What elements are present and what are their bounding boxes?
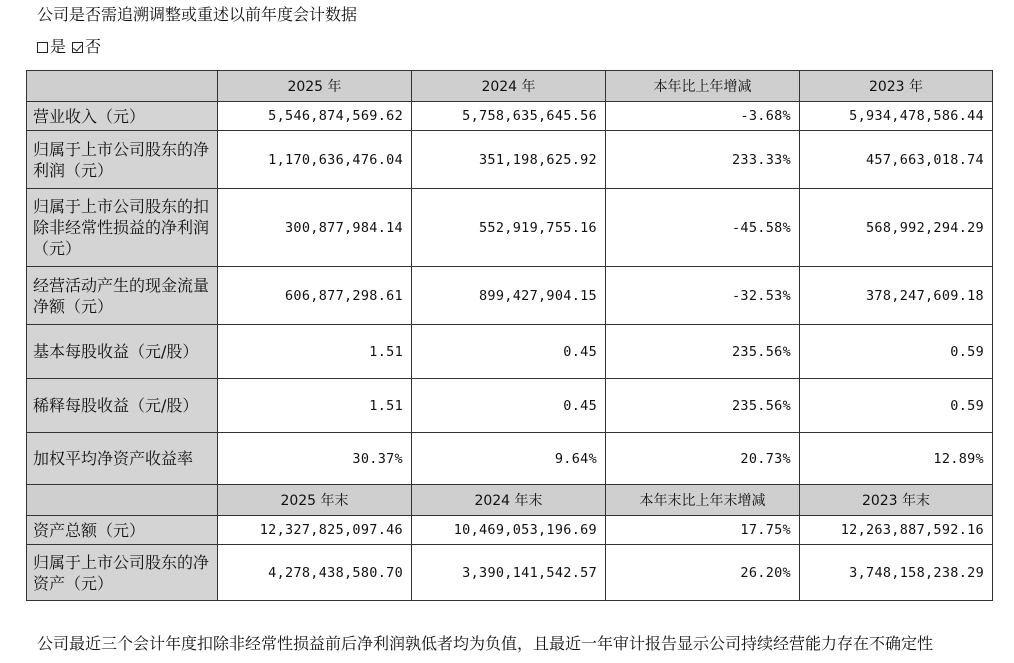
table-cell: -3.68% (606, 102, 800, 131)
row-label: 归属于上市公司股东的扣除非经常性损益的净利润（元） (27, 189, 218, 267)
table-row (27, 516, 993, 545)
table-cell: 300,877,984.14 (218, 189, 412, 267)
table-cell: 12,327,825,097.46 (218, 516, 412, 545)
table-cell: 3,390,141,542.57 (412, 545, 606, 601)
table-cell: 1,170,636,476.04 (218, 131, 412, 189)
table-cell: 5,934,478,586.44 (800, 102, 993, 131)
table-cell: 351,198,625.92 (412, 131, 606, 189)
option-yes-label: 是 (50, 37, 67, 56)
table-row (27, 102, 993, 131)
table-cell: 26.20% (606, 545, 800, 601)
restatement-options (37, 36, 107, 58)
table-cell: 0.59 (800, 325, 993, 379)
section-heading: 公司是否需追溯调整或重述以前年度会计数据 (37, 5, 358, 24)
header-cell: 2024 年末 (412, 485, 606, 516)
table-cell: 457,663,018.74 (800, 131, 993, 189)
row-label: 经营活动产生的现金流量净额（元） (27, 267, 218, 325)
table-cell: 552,919,755.16 (412, 189, 606, 267)
row-label: 归属于上市公司股东的净资产（元） (27, 545, 218, 601)
table-cell: 0.45 (412, 325, 606, 379)
header-cell: 2023 年 (800, 71, 993, 102)
header-cell: 2023 年末 (800, 485, 993, 516)
row-label: 营业收入（元） (27, 102, 218, 131)
table-row (27, 379, 993, 433)
table-cell: 568,992,294.29 (800, 189, 993, 267)
row-label: 归属于上市公司股东的净利润（元） (27, 131, 218, 189)
financial-data-table (26, 70, 993, 601)
row-label: 稀释每股收益（元/股） (27, 379, 218, 433)
header-cell (27, 485, 218, 516)
table-cell: 899,427,904.15 (412, 267, 606, 325)
table-header-row (27, 71, 993, 102)
table-cell: 1.51 (218, 325, 412, 379)
table-cell: 5,758,635,645.56 (412, 102, 606, 131)
table-row (27, 545, 993, 601)
header-cell: 2025 年 (218, 71, 412, 102)
row-label: 资产总额（元） (27, 516, 218, 545)
table-cell: 12.89% (800, 433, 993, 485)
table-row (27, 189, 993, 267)
table-row (27, 433, 993, 485)
table-cell: 10,469,053,196.69 (412, 516, 606, 545)
table-cell: 235.56% (606, 379, 800, 433)
table-cell: 4,278,438,580.70 (218, 545, 412, 601)
table-cell: 0.59 (800, 379, 993, 433)
table-row (27, 131, 993, 189)
table-header-row (27, 485, 993, 516)
table-cell: 378,247,609.18 (800, 267, 993, 325)
checkbox-yes-icon[interactable] (37, 42, 48, 53)
header-cell: 本年比上年增减 (606, 71, 800, 102)
table-cell: -32.53% (606, 267, 800, 325)
footer-note: 公司最近三个会计年度扣除非经常性损益前后净利润孰低者均为负值，且最近一年审计报告显示公司持续经营能力存在不确定性 (37, 634, 934, 653)
table-cell: 5,546,874,569.62 (218, 102, 412, 131)
table-cell: 606,877,298.61 (218, 267, 412, 325)
table-row (27, 267, 993, 325)
table-cell: 20.73% (606, 433, 800, 485)
table-cell: 235.56% (606, 325, 800, 379)
table-cell: 1.51 (218, 379, 412, 433)
table-cell: 9.64% (412, 433, 606, 485)
table-cell: -45.58% (606, 189, 800, 267)
header-cell: 2025 年末 (218, 485, 412, 516)
row-label: 加权平均净资产收益率 (27, 433, 218, 485)
header-cell: 2024 年 (412, 71, 606, 102)
table-cell: 30.37% (218, 433, 412, 485)
table-cell: 12,263,887,592.16 (800, 516, 993, 545)
table-row (27, 325, 993, 379)
row-label: 基本每股收益（元/股） (27, 325, 218, 379)
checkbox-no-checked-icon[interactable] (72, 42, 83, 53)
table-cell: 3,748,158,238.29 (800, 545, 993, 601)
option-no-label: 否 (85, 37, 102, 56)
header-cell (27, 71, 218, 102)
table-cell: 0.45 (412, 379, 606, 433)
table-cell: 233.33% (606, 131, 800, 189)
header-cell: 本年末比上年末增减 (606, 485, 800, 516)
table-cell: 17.75% (606, 516, 800, 545)
